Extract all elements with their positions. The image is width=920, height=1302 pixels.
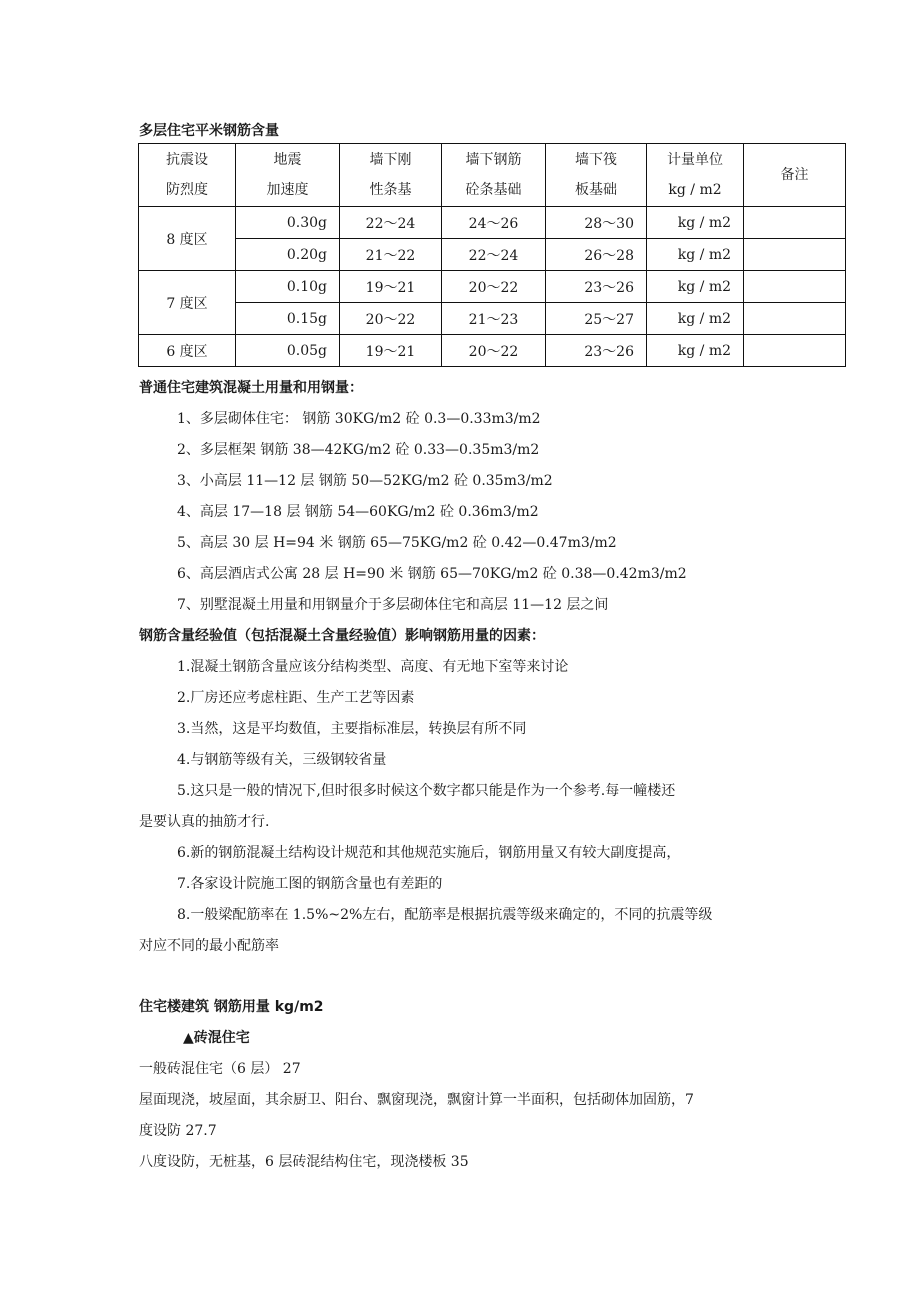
raft-cell: 23～26 (546, 271, 647, 303)
rc-strip-cell: 20～22 (442, 271, 546, 303)
accel-cell: 0.20g (236, 239, 340, 271)
rc-strip-cell: 22～24 (442, 239, 546, 271)
header-rc-strip-foundation: 墙下钢筋 砼条基础 (442, 144, 546, 207)
list-item: 1.混凝土钢筋含量应该分结构类型、高度、有无地下室等来讨论 (177, 659, 569, 675)
note-cell (744, 207, 846, 239)
accel-cell: 0.30g (236, 207, 340, 239)
header-seismic-intensity: 抗震设 防烈度 (139, 144, 236, 207)
list-item: 6、高层酒店式公寓 28 层 H=90 米 钢筋 65—70KG/m2 砼 0.38—0.42m3/m2 (177, 566, 687, 582)
table-row (139, 303, 846, 335)
list-item: 4、高层 17—18 层 钢筋 54—60KG/m2 砼 0.36m3/m2 (177, 504, 539, 520)
list-item: 1、多层砌体住宅： 钢筋 30KG/m2 砼 0.3—0.33m3/m2 (177, 411, 541, 427)
header-raft-foundation: 墙下筏 板基础 (546, 144, 647, 207)
list-item: 7、别墅混凝土用量和用钢量介于多层砌体住宅和高层 11—12 层之间 (177, 597, 609, 613)
unit-cell: kg / m2 (647, 335, 744, 367)
list-item: 度设防 27.7 (139, 1123, 217, 1139)
header-unit: 计量单位 kg / m2 (647, 144, 744, 207)
list-item: 5.这只是一般的情况下,但时很多时候这个数字都只能是作为一个参考.每一幢楼还 (177, 783, 676, 799)
zone-cell: 8 度区 (139, 207, 236, 271)
subsection-title-brick-concrete: ▲砖混住宅 (183, 1030, 250, 1046)
note-cell (744, 239, 846, 271)
note-cell (744, 271, 846, 303)
note-cell (744, 303, 846, 335)
table-row (139, 239, 846, 271)
list-item: 3、小高层 11—12 层 钢筋 50—52KG/m2 砼 0.35m3/m2 (177, 473, 553, 489)
unit-cell: kg / m2 (647, 303, 744, 335)
note-cell (744, 335, 846, 367)
rc-strip-cell: 21～23 (442, 303, 546, 335)
table-row (139, 207, 846, 239)
list-item: 5、高层 30 层 H=94 米 钢筋 65—75KG/m2 砼 0.42—0.47m3/m2 (177, 535, 617, 551)
table-row (139, 271, 846, 303)
list-item: 是要认真的抽筋才行. (139, 814, 270, 830)
list-item: 2.厂房还应考虑柱距、生产工艺等因素 (177, 690, 415, 706)
table-header-row (139, 144, 846, 207)
unit-cell: kg / m2 (647, 207, 744, 239)
unit-cell: kg / m2 (647, 239, 744, 271)
unit-cell: kg / m2 (647, 271, 744, 303)
accel-cell: 0.05g (236, 335, 340, 367)
section-title-steel-content: 多层住宅平米钢筋含量 (139, 123, 279, 139)
list-item: 八度设防，无桩基，6 层砖混结构住宅，现浇楼板 35 (139, 1154, 469, 1170)
list-item: 2、多层框架 钢筋 38—42KG/m2 砼 0.33—0.35m3/m2 (177, 442, 540, 458)
strip-cell: 19～21 (340, 271, 442, 303)
raft-cell: 25～27 (546, 303, 647, 335)
section-title-influencing-factors: 钢筋含量经验值（包括混凝土含量经验值）影响钢筋用量的因素： (139, 628, 545, 644)
zone-cell: 6 度区 (139, 335, 236, 367)
list-item: 一般砖混住宅（6 层） 27 (139, 1061, 301, 1077)
zone-cell: 7 度区 (139, 271, 236, 335)
strip-cell: 20～22 (340, 303, 442, 335)
table-row (139, 335, 846, 367)
rc-strip-cell: 24～26 (442, 207, 546, 239)
list-item: 对应不同的最小配筋率 (139, 938, 279, 954)
raft-cell: 26～28 (546, 239, 647, 271)
header-seismic-acceleration: 地震 加速度 (236, 144, 340, 207)
list-item: 3.当然，这是平均数值，主要指标准层，转换层有所不同 (177, 721, 527, 737)
section-title-residential-steel: 住宅楼建筑 钢筋用量 kg/m2 (139, 999, 324, 1015)
accel-cell: 0.15g (236, 303, 340, 335)
list-item: 7.各家设计院施工图的钢筋含量也有差距的 (177, 876, 443, 892)
list-item: 屋面现浇，坡屋面，其余厨卫、阳台、飘窗现浇，飘窗计算一半面积，包括砌体加固筋，7 (139, 1092, 694, 1108)
raft-cell: 28～30 (546, 207, 647, 239)
list-item: 6.新的钢筋混凝土结构设计规范和其他规范实施后，钢筋用量又有较大副度提高， (177, 845, 681, 861)
strip-cell: 21～22 (340, 239, 442, 271)
rc-strip-cell: 20～22 (442, 335, 546, 367)
header-remarks: 备注 (744, 144, 846, 207)
steel-content-table (138, 143, 846, 367)
header-rigid-strip-foundation: 墙下刚 性条基 (340, 144, 442, 207)
section-title-concrete-steel: 普通住宅建筑混凝土用量和用钢量： (139, 380, 363, 396)
accel-cell: 0.10g (236, 271, 340, 303)
strip-cell: 22～24 (340, 207, 442, 239)
list-item: 4.与钢筋等级有关，三级钢较省量 (177, 752, 387, 768)
strip-cell: 19～21 (340, 335, 442, 367)
raft-cell: 23～26 (546, 335, 647, 367)
list-item: 8.一般梁配筋率在 1.5%~2%左右，配筋率是根据抗震等级来确定的，不同的抗震等级 (177, 907, 713, 923)
